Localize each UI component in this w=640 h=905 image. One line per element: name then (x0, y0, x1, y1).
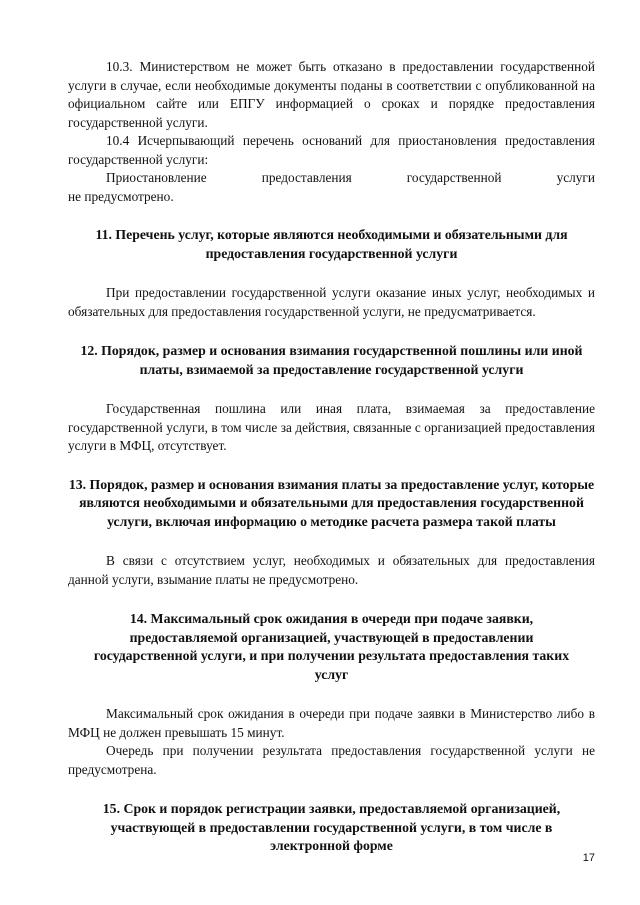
paragraph-section-12: Государственная пошлина или иная плата, взимаемая за предоставление государственной услуги, в том числе за действия, связанные с организацией предоставления услуги в МФЦ, отсутствует. (68, 401, 595, 453)
heading-section-14: 14. Максимальный срок ожидания в очереди при подаче заявки, предоставляемой организацией, участвующей в предоставлении государственной услуги, и при получении результата предоставления таких услуг (93, 611, 570, 682)
paragraph-10-4: 10.4 Исчерпывающий перечень оснований для приостановления предоставления государственной услуги: (68, 133, 595, 167)
heading-section-12: 12. Порядок, размер и основания взимания государственной пошлины или иной платы, взимаемой за предоставление государственной услуги (80, 343, 583, 377)
page-number: 17 (582, 852, 595, 864)
paragraph-section-14-a: Максимальный срок ожидания в очереди при подаче заявки в Министерство либо в МФЦ не должен превышать 15 минут. (68, 706, 595, 740)
document-page (68, 58, 595, 856)
heading-section-11: 11. Перечень услуг, которые являются необходимыми и обязательными для предоставления государственной услуги (95, 227, 568, 261)
paragraph-section-11: При предоставлении государственной услуги оказание иных услуг, необходимых и обязательных для предоставления государственной услуги, не предусматривается. (68, 285, 595, 319)
paragraph-suspension-end: не предусмотрено. (68, 188, 174, 204)
paragraph-section-13: В связи с отсутствием услуг, необходимых и обязательных для предоставления данной услуги, взымание платы не предусмотрено. (68, 553, 595, 587)
paragraph-suspension: Приостановление предоставления государственной услуги (106, 170, 595, 185)
paragraph-section-14-b: Очередь при получении результата предоставления государственной услуги не предусмотрена. (68, 743, 595, 777)
heading-section-13: 13. Порядок, размер и основания взимания платы за предоставление услуг, которые являются необходимыми и обязательными для предоставления государственной услуги, включая информацию о методике расчета размера такой платы (68, 476, 595, 529)
heading-section-15: 15. Срок и порядок регистрации заявки, предоставляемой организацией, участвующей в предоставлении государственной услуги, в том числе в электронной форме (102, 801, 561, 853)
paragraph-10-3: 10.3. Министерством не может быть отказано в предоставлении государственной услуги в случае, если необходимые документы поданы в соответствии с опубликованной на официальном сайте или ЕПГУ информацией о сроках и порядке предоставления государственной услуги. (68, 59, 595, 130)
